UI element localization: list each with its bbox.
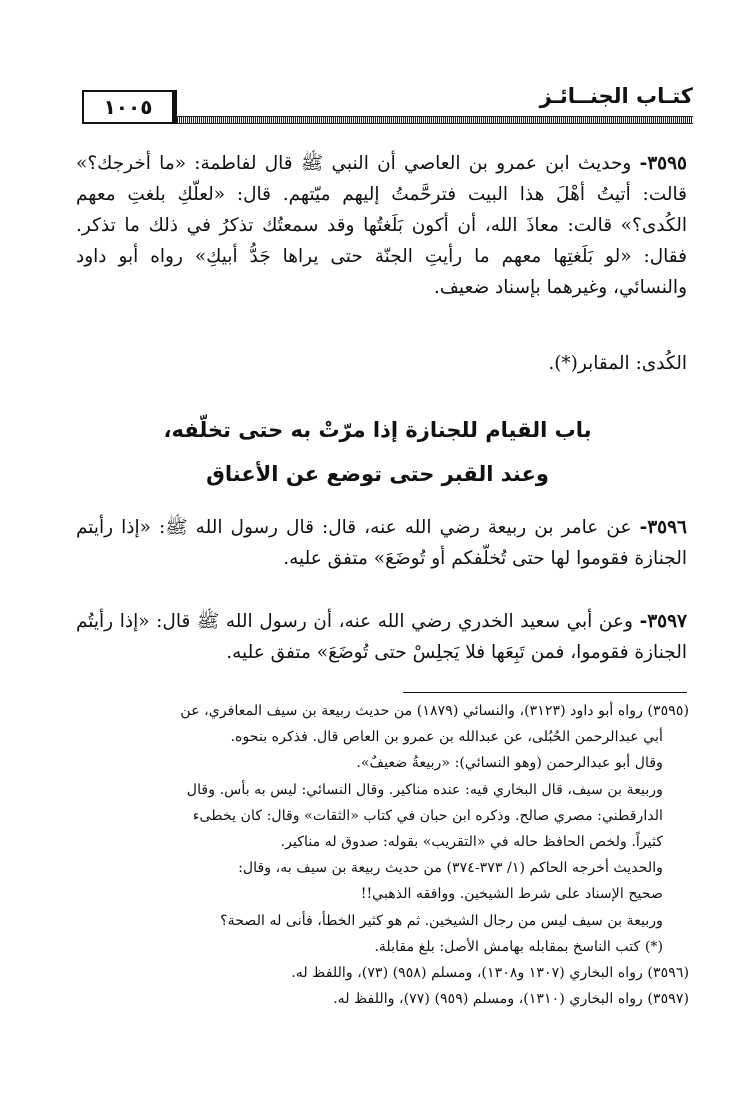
footnote-line: (٣٥٩٦) رواه البخاري (١٣٠٧ و١٣٠٨)، ومسلم (٩٥٨) (٧٣)، واللفظ له. bbox=[291, 965, 689, 982]
chapter-heading-line-2: وعند القبر حتى توضع عن الأعناق bbox=[206, 462, 549, 486]
hadith-number: ٣٥٩٧- bbox=[639, 611, 687, 632]
page-header bbox=[82, 84, 693, 126]
hadith-number: ٣٥٩٥- bbox=[639, 153, 687, 174]
hadith-3597 bbox=[76, 606, 687, 668]
footnote-line: وربيعة بن سيف ليس من رجال الشيخين. ثم هو كثير الخطأ، فأنى له الصحة؟ bbox=[220, 912, 663, 929]
footnote-line: (٣٥٩٥) رواه أبو داود (٣١٢٣)، والنسائي (١٨٧٩) من حديث ربيعة بن سيف المعافري، عن bbox=[180, 703, 689, 719]
chapter-heading-line-1: باب القيام للجنازة إذا مرّتْ به حتى تخلّفه، bbox=[163, 418, 592, 442]
footnote-line: كثيراً. ولخص الحافظ حاله في «التقريب» بقوله: صدوق له مناكير. bbox=[280, 834, 663, 851]
footnote-line: (٣٥٩٧) رواه البخاري (١٣١٠)، ومسلم (٩٥٩) (٧٧)، واللفظ له. bbox=[333, 991, 689, 1008]
word-gloss bbox=[76, 348, 687, 379]
footnotes bbox=[70, 698, 689, 1012]
hadith-text: عن عامر بن ربيعة رضي الله عنه، قال: قال رسول الله ﷺ: «إذا رأيتم الجنازة فقوموا لها حتى تُخلّفكم أو تُوضَعَ» متفق عليه. bbox=[76, 517, 687, 569]
footnote-line: أبي عبدالرحمن الحُبُلى، عن عبدالله بن عمرو بن العاص قال. فذكره بنحوه. bbox=[230, 729, 663, 746]
footnote-line: وربيعة بن سيف، قال البخاري فيه: عنده مناكير. وقال النسائي: ليس به بأس. وقال bbox=[186, 781, 663, 798]
footnote-line: (*) كتب الناسخ بمقابله بهامش الأصل: بلغ مقابلة. bbox=[374, 938, 663, 955]
header-rule bbox=[177, 116, 693, 124]
footnote-divider bbox=[403, 692, 687, 693]
hadith-3595 bbox=[76, 148, 687, 303]
footnote-line: صحيح الإسناد على شرط الشيخين. ووافقه الذهبي!! bbox=[360, 886, 663, 903]
chapter-heading bbox=[70, 408, 685, 496]
hadith-3596 bbox=[76, 512, 687, 574]
footnote-line: الدارقطني: مصري صالح. وذكره ابن حبان في كتاب «الثقات» وقال: كان يخطىء bbox=[192, 807, 663, 824]
footnote-line: وقال أبو عبدالرحمن (وهو النسائي): «ربيعةُ ضعيفٌ». bbox=[356, 755, 663, 772]
gloss-text: الكُدى: المقابر(*). bbox=[548, 353, 687, 374]
footnote-line: والحديث أخرجه الحاكم (١/ ٣٧٣-٣٧٤) من حديث ربيعة بن سيف به، وقال: bbox=[238, 860, 663, 877]
hadith-text: وحديث ابن عمرو بن العاصي أن النبي ﷺ قال لفاطمة: «ما أخرجك؟» قالت: أتيتُ أهْلَ هذا البيت فترحَّمتُ إليهم ميّتهم. قال: «لعلّكِ بلغتِ معهم الكُدى؟» قالت: معاذَ الله، أن أكون بَلَغتُها وقد سمعتُك تذكرُ في ذلك ما تذكر. فقال: «لو بَلَغتِها معهم ما رأيتِ الجنّة حتى يراها جَدُّ أبيكِ» رواه أبو داود والنسائي، وغيرهما بإسناد ضعيف. bbox=[76, 153, 687, 298]
hadith-text: وعن أبي سعيد الخدري رضي الله عنه، أن رسول الله ﷺ قال: «إذا رأيتُم الجنازة فقوموا، فمن تَبِعَها فلا يَجلِسْ حتى تُوضَعَ» متفق عليه. bbox=[76, 611, 687, 663]
running-title: كتـاب الجنــائـز bbox=[539, 84, 693, 108]
page-number: ١٠٠٥ bbox=[82, 90, 177, 124]
hadith-number: ٣٥٩٦- bbox=[639, 517, 687, 538]
